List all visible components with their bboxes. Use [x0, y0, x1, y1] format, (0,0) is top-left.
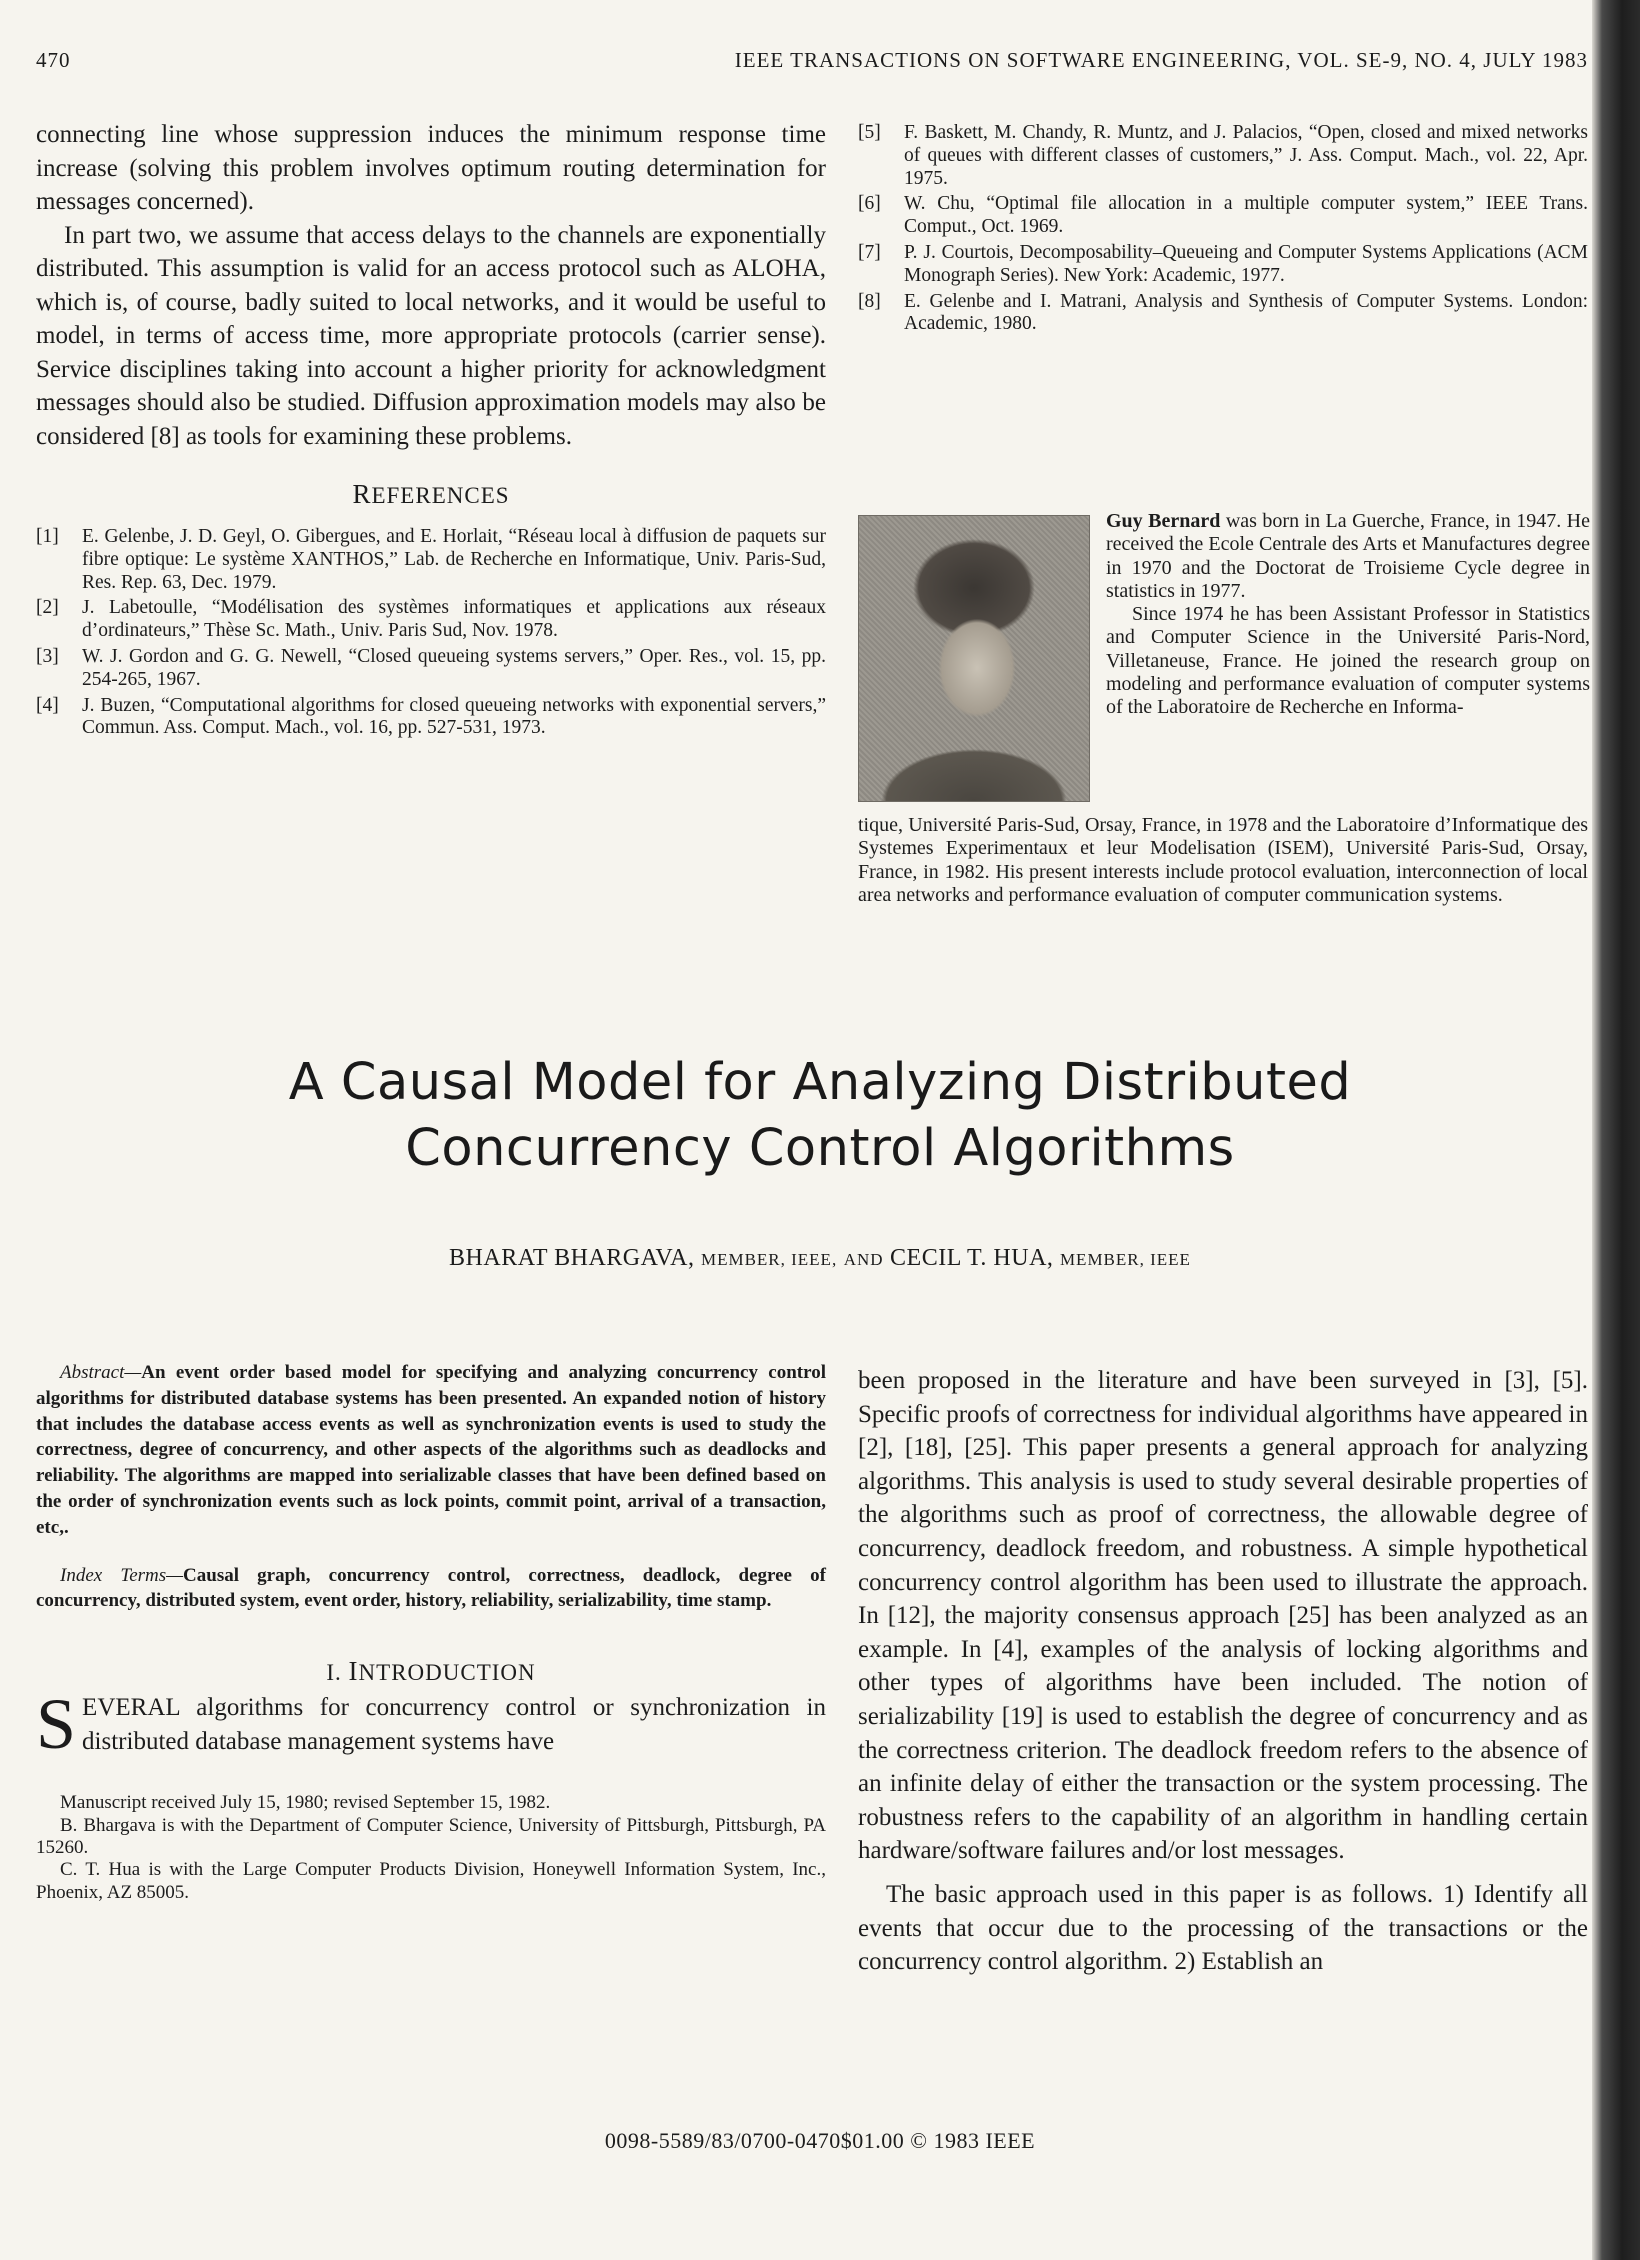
- title-line: Concurrency Control Algorithms: [405, 1119, 1235, 1178]
- reference-item: [4] J. Buzen, “Computational algorithms for closed queueing networks with exponential servers,” Commun. Ass. Comput. Mach., vol. 16, pp. 527-531, 1973.: [36, 694, 826, 739]
- footnote: B. Bhargava is with the Department of Computer Science, University of Pittsburgh, Pittsburgh, PA 15260.: [36, 1814, 826, 1858]
- reference-item: [1] E. Gelenbe, J. D. Geyl, O. Gibergues, and E. Horlait, “Réseau local à diffusion de paquets sur fibre optique: Le système XANTHOS,” Lab. de Recherche en Informatique, Univ. Paris-Sud, Res. Rep. 63, Dec. 1979.: [36, 526, 826, 593]
- body-paragraph: been proposed in the literature and have been surveyed in [3], [5]. Specific proofs of correctness for individual algorithms have appeared in [2], [18], [25]. This paper presents a general approach for analyzing algorithms. This analysis is used to study several desirable properties of the algorithms such as proof of correctness, the allowable degree of concurrency, deadlock freedom, and robustness. A simple hypothetical concurrency control algorithm has been used to illustrate the approach. In [12], the majority consensus approach [25] has been analyzed as an example. In [4], examples of the analysis of locking algorithms and other types of algorithms have been included. The notion of serializability [19] is used to establish the degree of concurrency and as the correctness criterion. The deadlock freedom refers to the absence of an infinite delay of either the transaction or the system processing. The robustness refers to the capability of an algorithm in handling certain hardware/software failures and/or lost messages.: [858, 1367, 1588, 1865]
- reference-item: [2] J. Labetoulle, “Modélisation des systèmes informatiques et applications aux réseaux d’ordinateurs,” Thèse Sc. Math., Univ. Paris Sud, Nov. 1978.: [36, 597, 826, 642]
- footnote: Manuscript received July 15, 1980; revised September 15, 1982.: [60, 1792, 551, 1814]
- reference-item: [6] W. Chu, “Optimal file allocation in a multiple computer system,” IEEE Trans. Comput., Oct. 1969.: [858, 193, 1588, 238]
- copyright-line: 0098-5589/83/0700-0470$01.00 © 1983 IEEE: [604, 2128, 1036, 2153]
- article-right-column: [858, 1364, 1588, 1979]
- introduction-heading: I. INTRODUCTION: [326, 1656, 536, 1687]
- title-line: A Causal Model for Analyzing Distributed: [288, 1053, 1352, 1112]
- prev-paragraph: connecting line whose suppression induces the minimum response time increase (solving this problem involves optimum routing determination for messages concerned).: [36, 121, 826, 215]
- author-photo: [858, 515, 1090, 802]
- article-title: [60, 1050, 1580, 1182]
- introduction-start: SEVERAL algorithms for concurrency control or synchronization in distributed database management systems have: [36, 1684, 826, 1765]
- references-heading: REFERENCES: [352, 479, 510, 509]
- scan-edge-shadow: [1592, 0, 1640, 2260]
- article-authors: BHARAT BHARGAVA, MEMBER, IEEE, AND CECIL T. HUA, MEMBER, IEEE: [449, 1245, 1191, 1271]
- index-terms: Index Terms—Causal graph, concurrency control, correctness, deadlock, degree of concurrency, distributed system, event order, history, reliability, serializability, time stamp.: [36, 1564, 826, 1612]
- bio-paragraph-continued: tique, Université Paris-Sud, Orsay, France, in 1978 and the Laboratoire d’Informatique des Systemes Experimentaux et leur Modelisation (ISEM), Université Paris-Sud, Orsay, France, in 1982. His present interests include protocol evaluation, interconnection of local area networks and performance evaluation of computer communication systems.: [858, 814, 1588, 906]
- author-bio-upper: [1106, 510, 1590, 720]
- body-paragraph: The basic approach used in this paper is as follows. 1) Identify all events that occur due to the processing of the transactions or the concurrency control algorithm. 2) Establish an: [858, 1880, 1588, 1976]
- page-number: 470: [36, 48, 71, 72]
- journal-title: IEEE TRANSACTIONS ON SOFTWARE ENGINEERING, VOL. SE-9, NO. 4, JULY 1983: [734, 48, 1588, 72]
- reference-item: [5] F. Baskett, M. Chandy, R. Muntz, and J. Palacios, “Open, closed and mixed networks of queues with different classes of customers,” J. Ass. Comput. Mach., vol. 22, Apr. 1975.: [858, 122, 1588, 189]
- references-list: [36, 526, 826, 740]
- author-name: Guy Bernard: [1106, 510, 1221, 532]
- abstract: Abstract—An event order based model for specifying and analyzing concurrency control algorithms for distributed database systems has been presented. An expanded notion of history that includes the database access events as well as synchronization events is used to study the correctness, degree of concurrency, and other aspects of the algorithms such as deadlocks and reliability. The algorithms are mapped into serializable classes that have been defined based on the order of synchronization events such as lock points, commit point, arrival of a transaction, etc,.: [36, 1362, 826, 1538]
- bio-paragraph: Guy Bernard was born in La Guerche, France, in 1947. He received the Ecole Centrale des Arts et Manufactures degree in 1970 and the Doctorat de Troisieme Cycle degree in statistics in 1977.: [1106, 510, 1590, 602]
- article-left-column: [36, 1360, 826, 1904]
- prev-article-right-references: [858, 122, 1588, 339]
- running-header: [36, 48, 1588, 78]
- author-name: BHARAT BHARGAVA,: [449, 1245, 695, 1271]
- author-bio-lower: [858, 814, 1588, 907]
- prev-paragraph: In part two, we assume that access delays to the channels are exponentially distributed. This assumption is valid for an access protocol such as ALOHA, which is, of course, badly suited to local networks, and it would be useful to model, in terms of access time, more appropriate protocols (carrier sense). Service disciplines taking into account a higher priority for acknowledgment messages should also be studied. Diffusion approximation models may also be considered [8] as tools for examining these problems.: [36, 221, 826, 450]
- prev-article-left-column: [36, 118, 826, 743]
- footnotes: [36, 1792, 826, 1904]
- reference-item: [3] W. J. Gordon and G. G. Newell, “Closed queueing systems servers,” Oper. Res., vol. 15, pp. 254-265, 1967.: [36, 645, 826, 690]
- author-name: CECIL T. HUA,: [890, 1245, 1054, 1271]
- reference-item: [7] P. J. Courtois, Decomposability–Queueing and Computer Systems Applications (ACM Monograph Series). New York: Academic, 1977.: [858, 241, 1588, 286]
- footnote: C. T. Hua is with the Large Computer Products Division, Honeywell Information System, Inc., Phoenix, AZ 85005.: [36, 1859, 826, 1903]
- reference-item: [8] E. Gelenbe and I. Matrani, Analysis and Synthesis of Computer Systems. London: Academic, 1980.: [858, 290, 1588, 335]
- bio-paragraph: Since 1974 he has been Assistant Professor in Statistics and Computer Science in the Université Paris-Nord, Villetaneuse, France. He joined the research group on modeling and performance evaluation of computer systems of the Laboratoire de Recherche en Informa-: [1106, 603, 1590, 719]
- drop-cap: S: [36, 1684, 77, 1765]
